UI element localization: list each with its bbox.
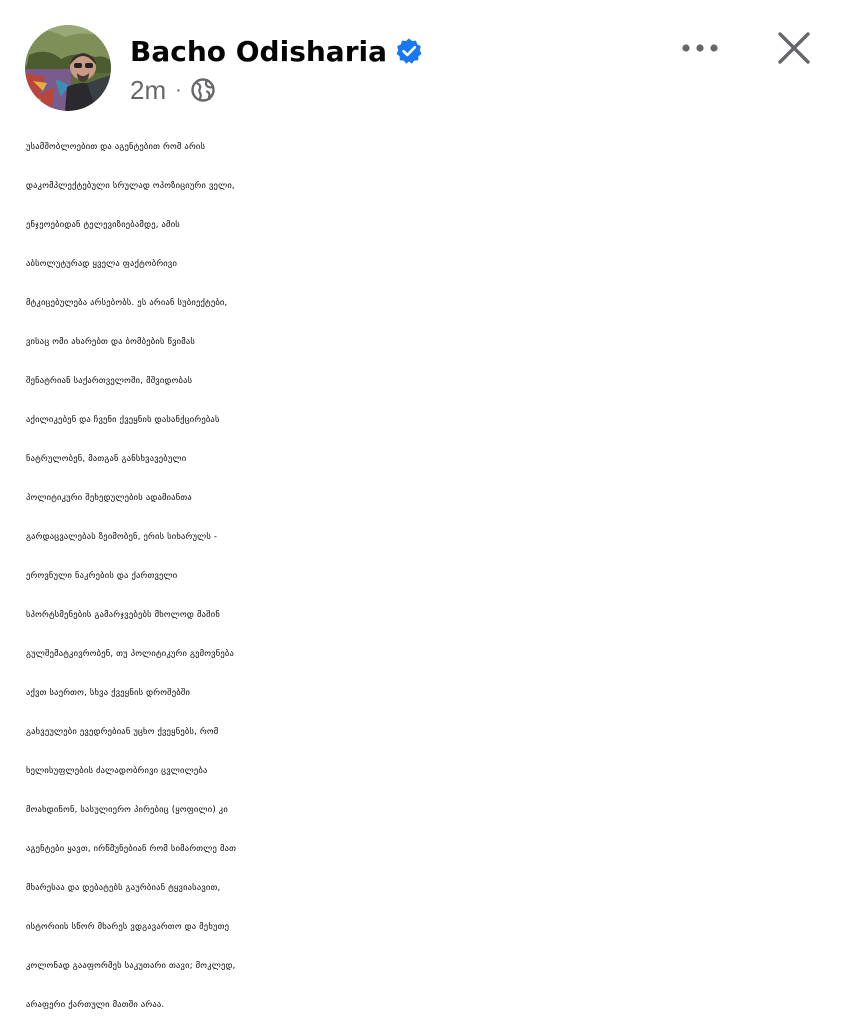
post-text-line: ნატრულობენ, მათგან განსხვავებული — [26, 454, 187, 464]
post-text-line: ხელისუფლების ძალადობრივი ცვლილება — [26, 766, 208, 776]
post-text-line: დაკომპლექტებული სრულად ოპოზიციური ველი, — [26, 181, 235, 191]
post-text-line: ვისაც ომი ახარებთ და ბომბების წვიმას — [26, 337, 196, 347]
post-text-line: აქვთ საერთო, სხვა ქვეყნის დროშებში — [26, 688, 191, 698]
globe-icon[interactable] — [190, 77, 216, 103]
post-timestamp[interactable]: 2m — [130, 74, 167, 105]
post-text-line: არაფერი ქართული მათში არაა. — [26, 1000, 165, 1010]
author-name[interactable]: Bacho Odisharia — [130, 34, 387, 68]
post-text-line: აბსოლუტურად ყველა ფაქტობრივი — [26, 259, 178, 269]
post-text-line: პოლიტიკური შეხედულების ადამიანთა — [26, 493, 192, 503]
post-meta — [130, 74, 216, 106]
post-header — [0, 0, 841, 120]
post-text-line: აგენტები ყავთ, ირწმუნებიან რომ სიმართლე მათ — [26, 844, 237, 854]
close-icon — [777, 31, 811, 65]
post-text-line: სპორტსმენების გამარჯვებებს მხოლოდ მაშინ — [26, 610, 220, 620]
meta-separator: · — [175, 78, 182, 101]
post-text-line: გახვეულები ევედრებიან უცხო ქვეყნებს, რომ — [26, 727, 219, 737]
post-text-line: აქილიკებენ და ჩვენი ქვეყნის დასანქცირებას — [26, 415, 220, 425]
verified-badge-icon — [395, 37, 423, 65]
post-text-line: მოახდინონ, სასულიერო პირებიც (ყოფილი) კი — [26, 805, 228, 815]
post-text-line: გულშემატკივრობენ, თუ პოლიტიკური გემოვნება — [26, 649, 234, 659]
post-text-line: ენჯეოებიდან ტელევიზიებამდე, ამის — [26, 220, 180, 230]
author-avatar[interactable] — [25, 25, 111, 111]
post-text-line: კოლონად გააფორმეს საკუთარი თავი; მოკლედ, — [26, 961, 236, 971]
post-text-line: ეროვნული ნაკრების და ქართველი — [26, 571, 178, 581]
post-text-line: გარდაცვალებას ზეიმობენ, ერის სიხარულს - — [26, 532, 218, 542]
close-button[interactable] — [766, 22, 822, 74]
post-text-line: მტკიცებულება არსებობს. ეს არიან სუბიექტები, — [26, 298, 228, 308]
post-text-line: უსამშობლოებით და აგენტებით რომ არის — [26, 142, 206, 152]
post-text-line: მხარესაა და დებატებს გაურბიან ტყვიასავით, — [26, 883, 221, 893]
post-text-line: ისტორიის სწორ მხარეს ვდგავართო და მეხუთე — [26, 922, 230, 932]
more-options-button[interactable] — [672, 24, 728, 72]
avatar-image — [25, 25, 111, 111]
more-horizontal-icon — [680, 42, 720, 54]
post-text-line: შენატრიან საქართველოში, მშვიდობას — [26, 376, 193, 386]
author-line — [130, 31, 423, 71]
post-body — [26, 128, 826, 1025]
